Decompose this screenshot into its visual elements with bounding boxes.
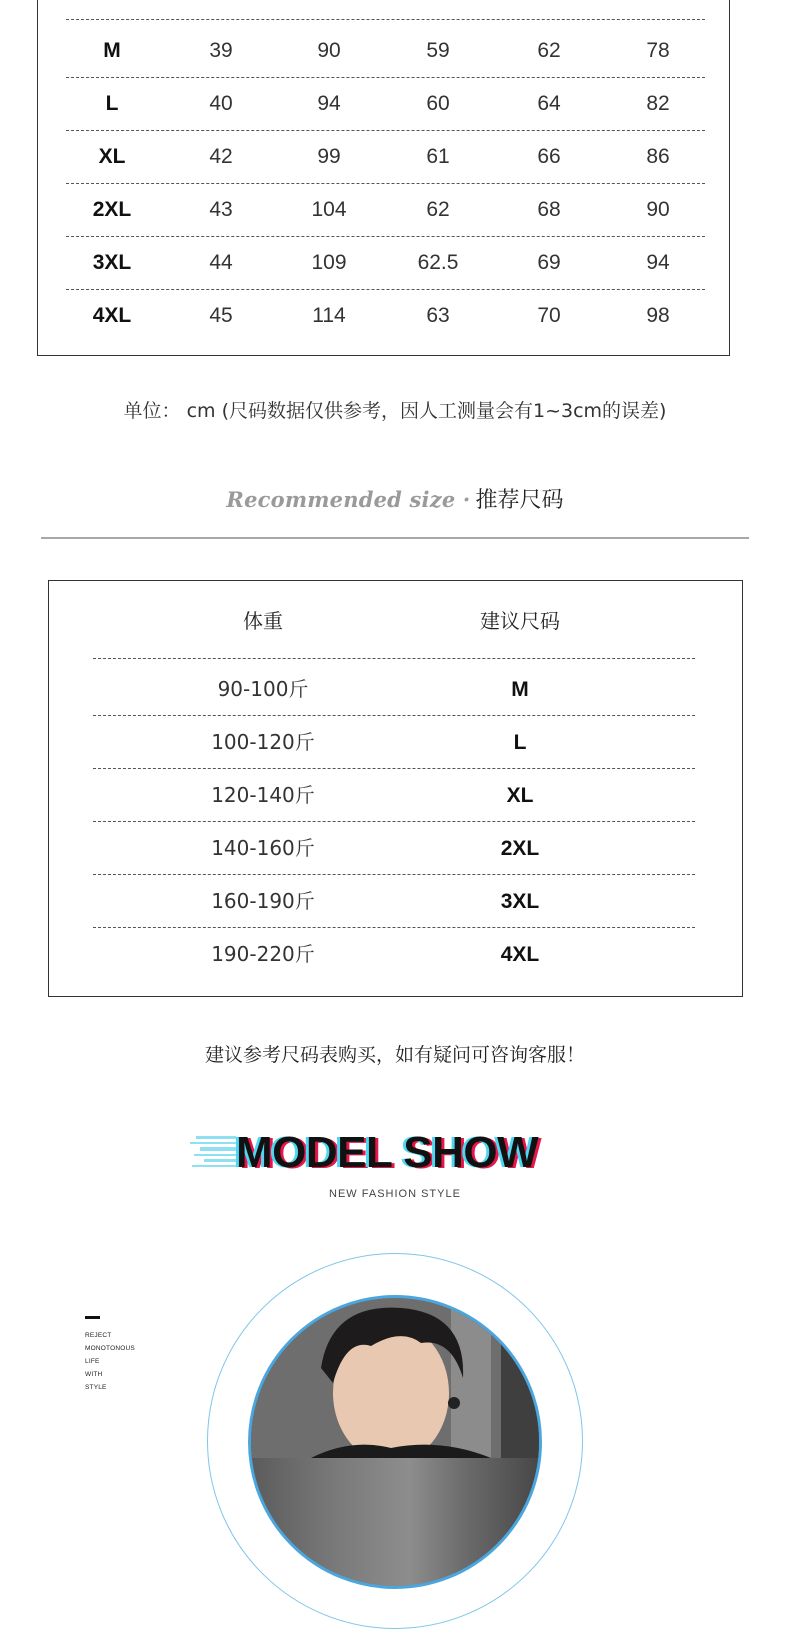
measurement-cell: 59 xyxy=(426,39,450,62)
measurement-cell: 99 xyxy=(317,145,341,168)
measurement-cell: 90 xyxy=(317,39,341,62)
measurement-cell: 45 xyxy=(209,304,233,327)
weight-range: 90-100斤 xyxy=(217,677,309,701)
measurement-cell: 62.5 xyxy=(417,251,459,274)
measurement-cell: 94 xyxy=(317,92,341,115)
slogan-word: MONOTONOUS xyxy=(85,1345,135,1352)
row-divider xyxy=(93,658,695,659)
table-row xyxy=(49,822,742,875)
suggested-size: 3XL xyxy=(500,890,540,913)
measurement-cell: 82 xyxy=(646,92,670,115)
measurement-cell: 61 xyxy=(426,145,450,168)
measurement-cell: 68 xyxy=(537,198,561,221)
measurement-cell: 69 xyxy=(537,251,561,274)
slogan-word: WITH xyxy=(85,1371,103,1378)
recommended-title-cn: 推荐尺码 xyxy=(475,488,564,513)
size-label: 2XL xyxy=(92,198,132,221)
model-show-subtitle: NEW FASHION STYLE xyxy=(329,1188,461,1200)
measurement-cell: 86 xyxy=(646,145,670,168)
row-divider xyxy=(66,19,705,20)
slogan-word: REJECT xyxy=(85,1332,112,1339)
measurement-cell: 63 xyxy=(426,304,450,327)
measurement-cell: 40 xyxy=(209,92,233,115)
section-divider xyxy=(41,537,749,539)
slogan-bar xyxy=(85,1316,100,1319)
suggested-size: 2XL xyxy=(500,837,540,860)
weight-range: 140-160斤 xyxy=(211,836,315,860)
purchase-advice: 建议参考尺码表购买，如有疑问可咨询客服！ xyxy=(204,1044,585,1066)
measurement-cell: 104 xyxy=(311,198,347,221)
measurement-cell: 70 xyxy=(537,304,561,327)
size-label: L xyxy=(105,92,119,115)
size-label: 4XL xyxy=(92,304,132,327)
model-show-text: MODEL SHOW xyxy=(236,1128,539,1177)
table-row xyxy=(49,769,742,822)
measurement-cell: 44 xyxy=(209,251,233,274)
unit-note: 单位： cm (尺码数据仅供参考，因人工测量会有1~3cm的误差) xyxy=(123,400,667,422)
weight-range: 100-120斤 xyxy=(211,730,315,754)
table-row xyxy=(38,77,729,130)
measurement-cell: 66 xyxy=(537,145,561,168)
size-label: XL xyxy=(98,145,126,168)
size-chart-table xyxy=(37,0,730,356)
recommended-title-en: Recommended size · xyxy=(226,487,471,512)
measurement-cell: 109 xyxy=(311,251,347,274)
measurement-cell: 114 xyxy=(312,304,346,327)
measurement-cell: 98 xyxy=(646,304,670,327)
size-label: 3XL xyxy=(92,251,132,274)
measurement-cell: 94 xyxy=(646,251,670,274)
recommended-size-heading xyxy=(0,483,790,514)
table-row xyxy=(38,236,729,289)
table-row xyxy=(38,289,729,342)
table-row xyxy=(49,716,742,769)
measurement-cell: 64 xyxy=(537,92,561,115)
slogan-word: STYLE xyxy=(85,1384,107,1391)
suggested-size: L xyxy=(513,731,527,754)
size-label: M xyxy=(103,39,121,62)
table-row xyxy=(38,183,729,236)
weight-range: 190-220斤 xyxy=(211,942,315,966)
suggested-size: 4XL xyxy=(500,943,540,966)
table-row xyxy=(49,928,742,981)
weight-range: 120-140斤 xyxy=(211,783,315,807)
measurement-cell: 78 xyxy=(646,39,670,62)
measurement-cell: 62 xyxy=(426,198,450,221)
recommended-size-table xyxy=(48,580,743,997)
suggested-size: XL xyxy=(506,784,534,807)
measurement-cell: 39 xyxy=(209,39,233,62)
measurement-cell: 90 xyxy=(646,198,670,221)
measurement-cell: 60 xyxy=(426,92,450,115)
measurement-cell: 43 xyxy=(209,198,233,221)
suggested-size: M xyxy=(511,678,529,701)
header-weight: 体重 xyxy=(243,609,283,633)
model-photo xyxy=(248,1295,542,1589)
table-row xyxy=(49,663,742,716)
model-show-title xyxy=(190,1128,590,1180)
header-suggested-size: 建议尺码 xyxy=(480,609,560,633)
weight-range: 160-190斤 xyxy=(211,889,315,913)
measurement-cell: 62 xyxy=(537,39,561,62)
table-row xyxy=(49,875,742,928)
slogan-word: LIFE xyxy=(85,1358,100,1365)
table-row xyxy=(38,24,729,77)
measurement-cell: 42 xyxy=(209,145,233,168)
table-row xyxy=(38,130,729,183)
side-slogan xyxy=(85,1316,135,1394)
